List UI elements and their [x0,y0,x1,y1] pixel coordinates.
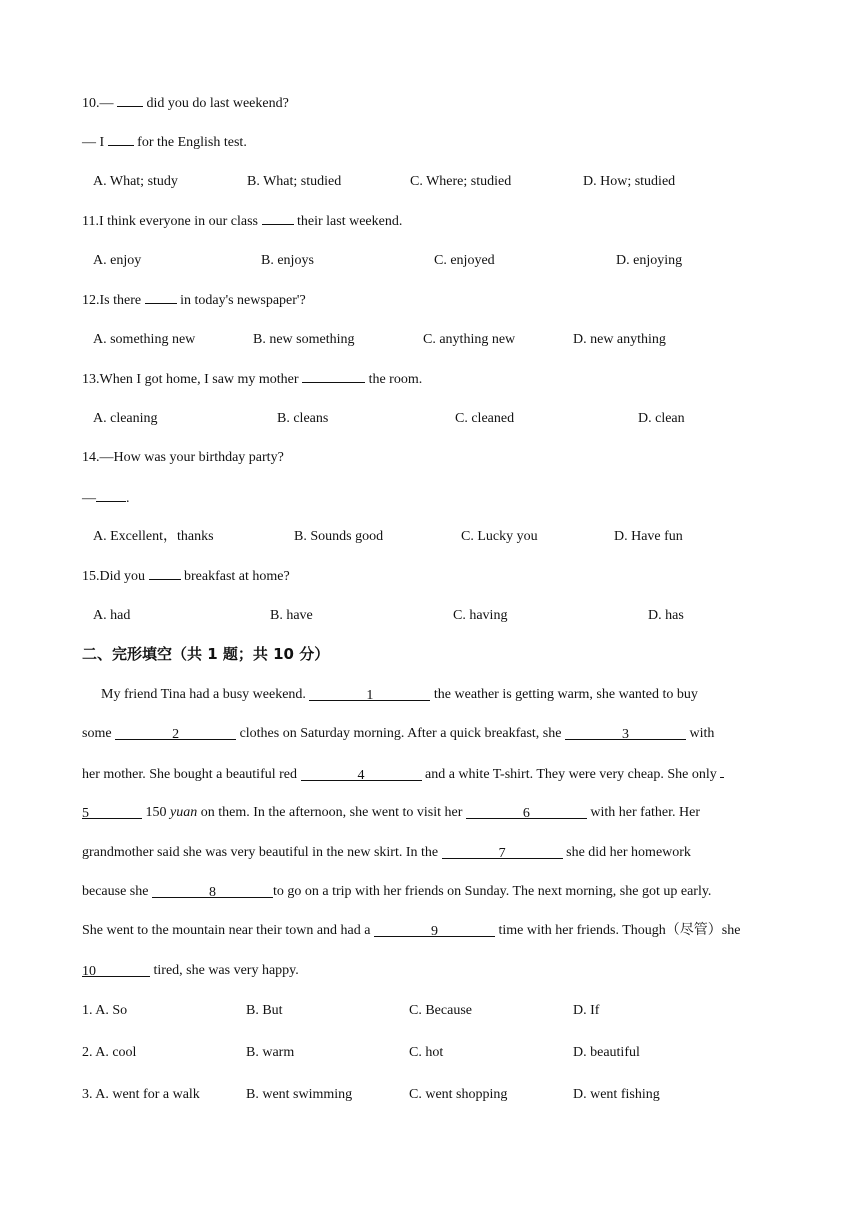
choice-c: C. hot [409,1045,444,1060]
answer-blank[interactable]: 9 [374,924,495,937]
option-b: B. new something [253,332,355,347]
answer-blank[interactable] [96,489,126,502]
question-11-stem: 11.I think everyone in our class their last weekend. [82,214,403,229]
answer-blank[interactable]: 2 [115,727,236,740]
answer-blank[interactable] [720,765,724,778]
option-c: C. Lucky you [461,529,538,544]
option-b: B. enjoys [261,253,314,268]
choice-b: B. warm [246,1045,295,1060]
answer-blank[interactable]: 3 [565,727,686,740]
option-d: D. has [648,608,684,623]
choice-b: B. went swimming [246,1087,353,1102]
passage-line: 5 150 yuan on them. In the afternoon, she went to visit her 6 with her father. Her [82,805,701,821]
passage-line: some 2 clothes on Saturday morning. After a quick breakfast, she 3 with [82,726,715,742]
option-c: C. anything new [423,332,516,347]
option-d: D. new anything [573,332,666,347]
option-d: D. enjoying [616,253,683,268]
choice-c: C. Because [409,1003,472,1018]
answer-blank[interactable] [262,212,294,225]
choice-a: 2. A. cool [82,1045,137,1060]
passage-line: My friend Tina had a busy weekend. 1 the weather is getting warm, she wanted to buy [101,687,698,703]
answer-blank[interactable]: 5 [82,806,142,819]
choice-d: D. beautiful [573,1045,640,1060]
passage-line: She went to the mountain near their town and had a 9 time with her friends. Though（尽管）she [82,923,741,939]
answer-blank[interactable] [302,370,365,383]
answer-blank[interactable]: 8 [152,885,273,898]
option-c: C. Where; studied [410,174,512,189]
answer-blank[interactable]: 1 [309,688,430,701]
option-a: A. had [93,608,131,623]
answer-blank[interactable] [108,133,134,146]
option-c: C. cleaned [455,411,515,426]
question-10-reply: — I for the English test. [82,135,247,150]
passage-line: her mother. She bought a beautiful red 4 and a white T-shirt. They were very cheap. She only [82,765,724,784]
passage-line: 10 tired, she was very happy. [82,963,299,979]
option-c: C. having [453,608,508,623]
answer-blank[interactable]: 10 [82,964,150,977]
question-12-stem: 12.Is there in today's newspaper'? [82,293,306,308]
question-14-stem: 14.—How was your birthday party? [82,450,284,465]
option-d: D. clean [638,411,685,426]
question-10-stem: 10.— did you do last weekend? [82,96,289,111]
answer-blank[interactable] [145,291,177,304]
question-13-stem: 13.When I got home, I saw my mother the room. [82,372,423,387]
option-b: B. have [270,608,313,623]
choice-b: B. But [246,1003,283,1018]
choice-d: D. went fishing [573,1087,660,1102]
question-15-stem: 15.Did you breakfast at home? [82,569,290,584]
option-a: A. enjoy [93,253,142,268]
option-d: D. How; studied [583,174,676,189]
choice-a: 1. A. So [82,1003,128,1018]
passage-line: grandmother said she was very beautiful in the new skirt. In the 7 she did her homework [82,845,691,861]
answer-blank[interactable]: 7 [442,846,563,859]
answer-blank[interactable] [117,94,143,107]
choice-d: D. If [573,1003,600,1018]
option-a: A. cleaning [93,411,158,426]
passage-line: because she 8 to go on a trip with her friends on Sunday. The next morning, she got up early. [82,884,712,900]
option-b: B. cleans [277,411,329,426]
section-heading: 二、完形填空（共 1 题；共 10 分） [82,645,330,663]
question-14-reply: — . [82,491,130,506]
answer-blank[interactable]: 6 [466,806,587,819]
option-b: B. What; studied [247,174,342,189]
choice-a: 3. A. went for a walk [82,1087,200,1102]
option-c: C. enjoyed [434,253,495,268]
option-d: D. Have fun [614,529,683,544]
answer-blank[interactable]: 4 [301,768,422,781]
option-a: A. Excellent，thanks [93,529,214,544]
option-a: A. something new [93,332,196,347]
option-a: A. What; study [93,174,178,189]
answer-blank[interactable] [149,567,181,580]
option-b: B. Sounds good [294,529,384,544]
choice-c: C. went shopping [409,1087,508,1102]
